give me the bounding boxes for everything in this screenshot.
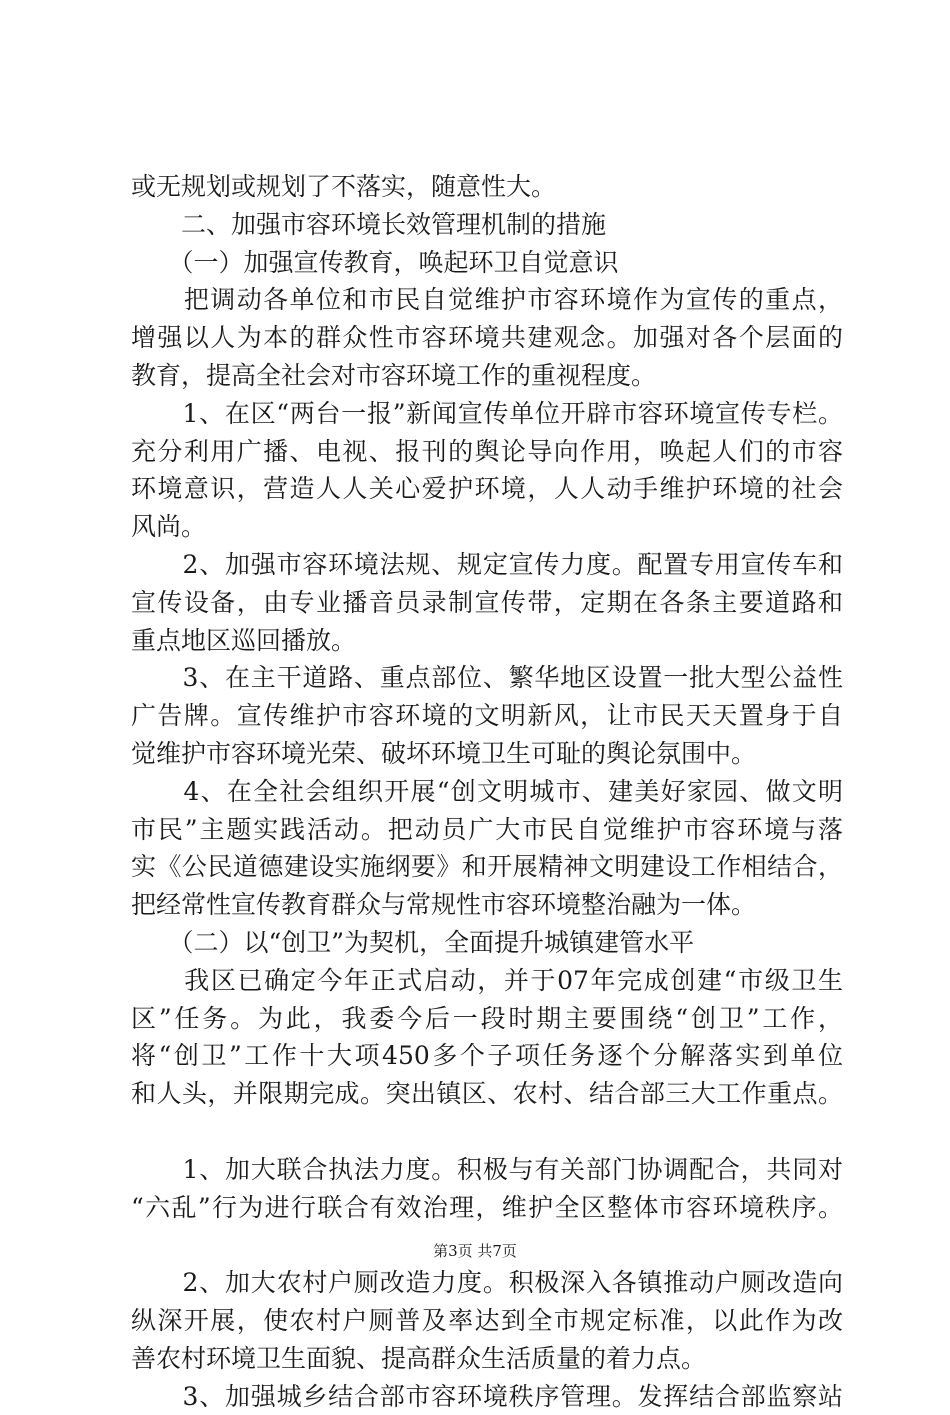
text-line: 3、在主干道路、重点部位、繁华地区设置一批大型公益性 xyxy=(131,659,843,697)
text-line: 4、在全社会组织开展“创文明城市、建美好家园、做文明 xyxy=(131,773,843,811)
text-line: 3、加强城乡结合部市容环境秩序管理。发挥结合部监察站 xyxy=(131,1378,843,1415)
text-line: 风尚。 xyxy=(131,508,843,546)
text-line: 或无规划或规划了不落实，随意性大。 xyxy=(131,168,843,206)
text-line: 教育，提高全社会对市容环境工作的重视程度。 xyxy=(131,357,843,395)
page-number-footer: 第3页 共7页 xyxy=(0,1241,950,1261)
text-line: 市民”主题实践活动。把动员广大市民自觉维护市容环境与落 xyxy=(131,811,843,849)
text-line: 2、加强市容环境法规、规定宣传力度。配置专用宣传车和 xyxy=(131,546,843,584)
text-line: 善农村环境卫生面貌、提高群众生活质量的着力点。 xyxy=(131,1340,843,1378)
text-line: 宣传设备，由专业播音员录制宣传带，定期在各条主要道路和 xyxy=(131,584,843,622)
subsection-heading: （二）以“创卫”为契机，全面提升城镇建管水平 xyxy=(131,924,843,962)
section-heading: 二、加强市容环境长效管理机制的措施 xyxy=(131,206,843,244)
text-line: 重点地区巡回播放。 xyxy=(131,622,843,660)
text-line: 把调动各单位和市民自觉维护市容环境作为宣传的重点， xyxy=(131,281,843,319)
text-line: 我区已确定今年正式启动，并于07年完成创建“市级卫生 xyxy=(131,962,843,1000)
text-line: 和人头，并限期完成。突出镇区、农村、结合部三大工作重点。 xyxy=(131,1075,843,1113)
document-body xyxy=(131,168,843,1415)
text-line: 增强以人为本的群众性市容环境共建观念。加强对各个层面的 xyxy=(131,319,843,357)
text-line: 1、在区“两台一报”新闻宣传单位开辟市容环境宣传专栏。 xyxy=(131,395,843,433)
blank-line xyxy=(131,1113,843,1151)
text-line: 2、加大农村户厕改造力度。积极深入各镇推动户厕改造向 xyxy=(131,1264,843,1302)
text-line: 充分利用广播、电视、报刊的舆论导向作用，唤起人们的市容 xyxy=(131,433,843,471)
subsection-heading: （一）加强宣传教育，唤起环卫自觉意识 xyxy=(131,244,843,282)
text-line: 把经常性宣传教育群众与常规性市容环境整治融为一体。 xyxy=(131,886,843,924)
text-line: “六乱”行为进行联合有效治理，维护全区整体市容环境秩序。 xyxy=(131,1189,843,1227)
text-line: 环境意识，营造人人关心爱护环境，人人动手维护环境的社会 xyxy=(131,470,843,508)
text-line: 将“创卫”工作十大项450多个子项任务逐个分解落实到单位 xyxy=(131,1037,843,1075)
text-line: 1、加大联合执法力度。积极与有关部门协调配合，共同对 xyxy=(131,1151,843,1189)
text-line: 广告牌。宣传维护市容环境的文明新风，让市民天天置身于自 xyxy=(131,697,843,735)
text-line: 区”任务。为此，我委今后一段时期主要围绕“创卫”工作， xyxy=(131,1000,843,1038)
text-line: 纵深开展，使农村户厕普及率达到全市规定标准，以此作为改 xyxy=(131,1302,843,1340)
text-line: 觉维护市容环境光荣、破坏环境卫生可耻的舆论氛围中。 xyxy=(131,735,843,773)
text-line: 实《公民道德建设实施纲要》和开展精神文明建设工作相结合， xyxy=(131,848,843,886)
